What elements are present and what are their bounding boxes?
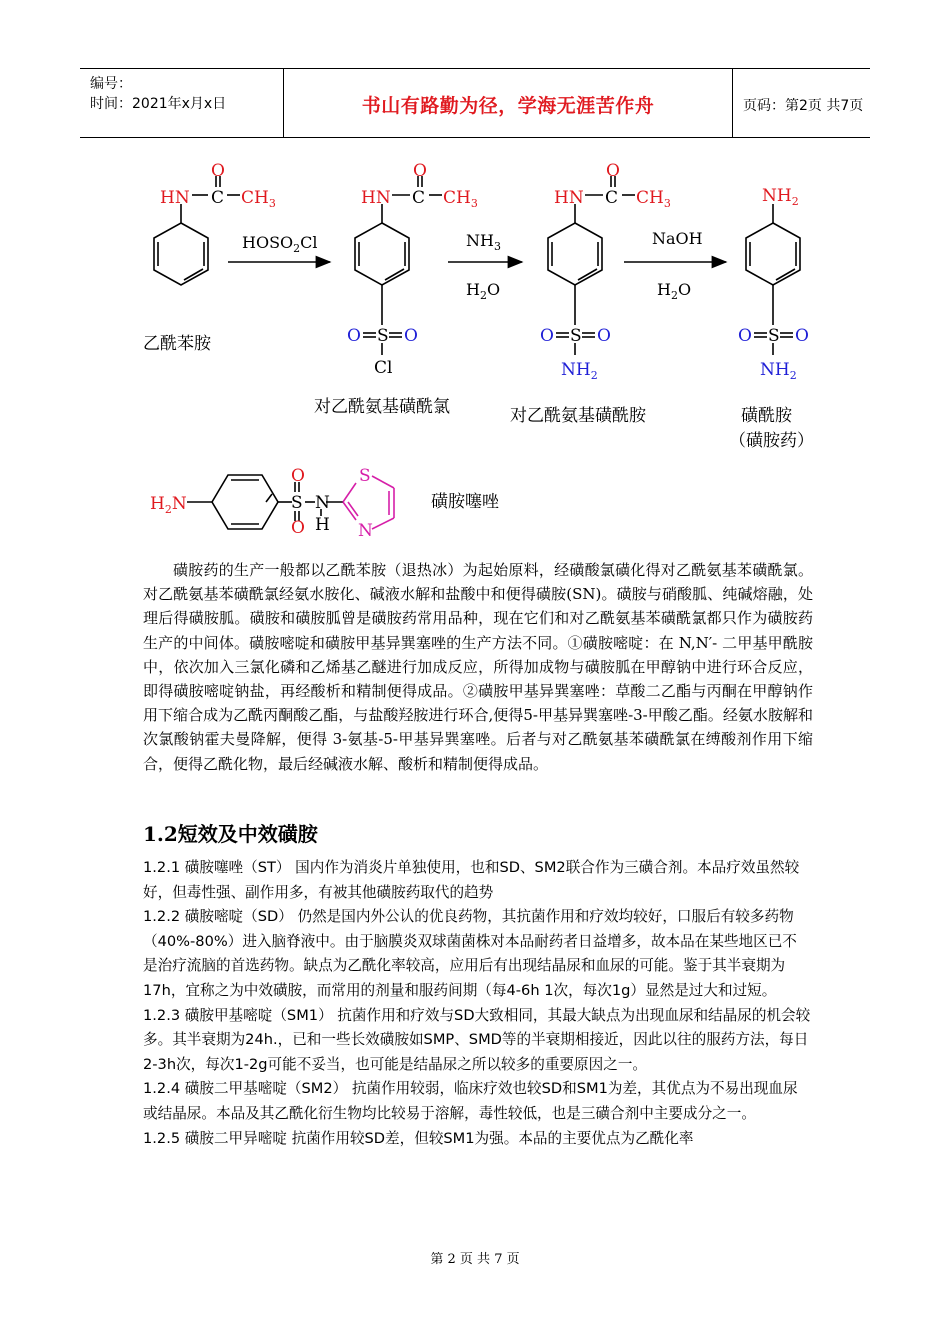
mol2-cl: Cl [374,358,393,378]
st-ring-n: N [358,521,373,540]
header-right-cell [733,69,870,137]
mol1-hn: HN [160,188,190,208]
reagent-h2o-2: $H_2O$ [657,280,692,302]
mol4-name: 磺酰胺 [741,406,792,426]
reaction-scheme [0,140,950,540]
header-center-cell [284,69,733,137]
header-time: 时间：2021年x月x日 [90,96,227,112]
mol2-name: 对乙酰氨基磺酰氯 [314,397,450,417]
section-1-2-2: 1.2.2 磺胺嘧啶（SD） 仍然是国内外公认的优良药物，其抗菌作用和疗效均较好，口服后有较多药物（40%-80%）进入脑脊液中。由于脑膜炎双球菌菌株对本品耐药者日益增多，故本品在某些地区已不是治疗流脑的首选药物。缺点为乙酰化率较高，应用后有出现结晶尿和血尿的可能。鉴于其半衰期为17h，宜称之为中效磺胺，而常用的剂量和服药间期（每4-6h 1次，每次1g）显然是过大和过短。 [143,908,797,999]
st-n: N [315,493,330,513]
mol3-nh2: $NH_2$ [561,360,598,382]
st-o-top: O [291,466,305,486]
section-heading: 1.2短效及中效磺胺 [143,822,318,846]
section-1-2-3: 1.2.3 磺胺甲基嘧啶（SM1） 抗菌作用和疗效与SD大致相同，其最大缺点为出现血尿和结晶尿的机会较多。其半衰期为24h.，已和一些长效磺胺如SMP、SMD等的半衰期相接近，因此以往的服药方法，每日2-3h次，每次1-2g可能不妥当，也可能是结晶尿之所以较多的重要原因之一。 [143,1006,811,1073]
mol3-name: 对乙酰氨基磺酰胺 [510,406,646,426]
mol4-nh2: $NH_2$ [762,186,799,208]
mol3-o-left: O [540,326,554,346]
intro-paragraph: 磺胺药的生产一般都以乙酰苯胺（退热冰）为起始原料，经磺酸氯磺化得对乙酰氨基苯磺酰氯。对乙酰氨基苯磺酰氯经氨水胺化、碱液水解和盐酸中和便得磺胺(SN)。磺胺与硝酸胍、纯碱熔融，处理后得磺胺胍。磺胺和磺胺胍曾是磺胺药常用品种，现在它们和对乙酰氨基苯磺酰氯都只作为磺胺药生产的中间体。磺胺嘧啶和磺胺甲基异巽塞唑的生产方法不同。①磺胺嘧啶：在 N,N′- 二甲基甲酰胺中，依次加入三氯化磷和乙烯基乙醚进行加成反应，所得加成物与磺胺胍在甲醇钠中进行环合反应，即得磺胺嘧啶钠盐，再经酸析和精制便得成品。②磺胺甲基异巽塞唑：草酸二乙酯与丙酮在甲醇钠作用下缩合成为乙酰丙酮酸乙酯，与盐酸羟胺进行环合,便得5-甲基异巽塞唑-3-甲酸乙酯。经氨水胺解和次氯酸钠霍夫曼降解，便得 3-氨基-5-甲基异巽塞唑。后者与对乙酰氨基苯磺酰氯在缚酸剂作用下缩合，便得乙酰化物，最后经碱液水解、酸析和精制便得成品。 [143,561,813,773]
mol1-c: C [211,188,225,208]
reagent-nh3: $NH_3$ [466,231,501,253]
st-h: H [315,515,330,535]
st-h2n: $H_2N$ [150,494,187,516]
mol4-o-right: O [795,326,809,346]
header-motto: 书山有路勤为径，学海无涯苦作舟 [361,95,655,117]
section-1-2-4: 1.2.4 磺胺二甲基嘧啶（SM2） 抗菌作用较弱，临床疗效也较SD和SM1为差，其优点为不易出现血尿或结晶尿。本品及其乙酰化衍生物均比较易于溶解，毒性较低，也是三磺合剂中主要成分之一。 [143,1080,798,1122]
page-header [80,68,870,138]
mol3-o: O [606,161,620,181]
mol3-s: S [570,326,582,346]
mol2-o-left: O [347,326,361,346]
mol2-o-right: O [404,326,418,346]
reagent-h2o-1: $H_2O$ [466,280,501,302]
st-s: S [291,493,303,513]
section-1-2-5: 1.2.5 磺胺二甲异嘧啶 抗菌作用较SD差，但较SM1为强。本品的主要优点为乙酰化率 [143,1129,694,1147]
mol4-nh2-bottom: $NH_2$ [760,360,797,382]
mol1-name: 乙酰苯胺 [143,334,211,354]
st-o-bottom: O [291,518,305,538]
mol1-ch3: $CH_3$ [241,188,276,210]
mol2-o: O [413,161,427,181]
mol2-c: C [412,188,426,208]
st-ring-s: S [359,466,371,486]
mol1-o: O [211,161,225,181]
mol2-hn: HN [361,188,391,208]
mol3-ch3: $CH_3$ [636,188,671,210]
mol4-o-left: O [738,326,752,346]
mol3-o-right: O [597,326,611,346]
header-left-cell [80,69,284,137]
reagent-hoso2cl: $HOSO_2Cl$ [242,233,318,255]
mol3-hn: HN [554,188,584,208]
mol3-c: C [605,188,619,208]
header-number: 编号： [90,76,132,92]
mol2-s: S [377,326,389,346]
mol2-ch3: $CH_3$ [443,188,478,210]
page-footer: 第 2 页 共 7 页 [430,1252,520,1267]
st-name: 磺胺噻唑 [431,492,499,512]
section-1-2-1: 1.2.1 磺胺噻唑（ST） 国内作为消炎片单独使用，也和SD、SM2联合作为三磺合剂。本品疗效虽然较好，但毒性强、副作用多，有被其他磺胺药取代的趋势 [143,859,800,901]
mol4-note: （磺胺药） [729,431,814,451]
reagent-naoh: NaOH [652,229,703,248]
section-list [143,856,811,1151]
mol4-s: S [768,326,780,346]
header-page-info: 页码：第2页 共7页 [743,98,864,114]
